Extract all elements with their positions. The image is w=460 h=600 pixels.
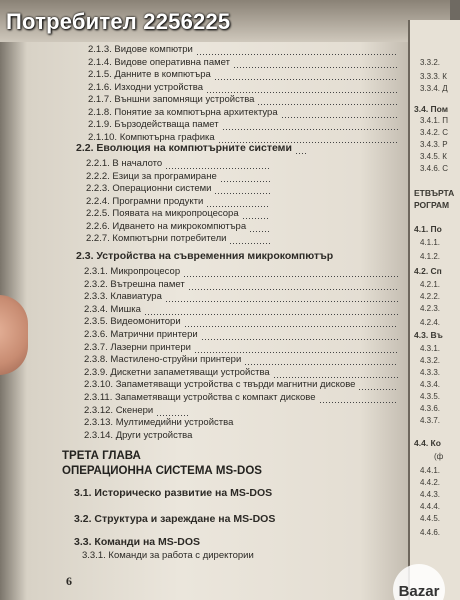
toc-item-text: 2.2.5. Появата на микропроцесора: [86, 208, 239, 219]
toc-section-3-2: [74, 513, 275, 525]
toc-item-text: 2.2.3. Операционни системи: [86, 183, 212, 194]
toc-item-text: 3.3.1. Команди за работа с директории: [82, 550, 254, 561]
right-page-line: 4.3.6.: [420, 404, 441, 413]
toc-item: [88, 94, 254, 105]
leader-line: [157, 415, 190, 416]
leader-line: [282, 117, 398, 118]
right-page-line: ЕТВЪРТА: [414, 188, 455, 198]
right-page-line: 4.4.5.: [420, 514, 441, 523]
right-page-line: 4.3.5.: [420, 392, 441, 401]
toc-item: [88, 119, 219, 130]
toc-item-text: 2.1.7. Външни запомнящи устройства: [88, 94, 255, 105]
right-page-line: 3.4.3. Р: [420, 140, 448, 149]
toc-item-text: 2.3.2. Вътрешна памет: [84, 278, 185, 290]
leader-line: [185, 326, 398, 327]
toc-item-text: 2.3.3. Клавиатура: [84, 291, 162, 303]
toc-item: [84, 405, 153, 416]
seller-overlay-text: Потребител 2256225: [6, 9, 231, 34]
right-page-line: 4.2.3.: [420, 304, 441, 313]
right-page-line: 4.1.1.: [420, 238, 441, 247]
toc-item: [84, 279, 185, 290]
leader-line: [234, 67, 398, 68]
toc-section-2-2: [76, 142, 292, 154]
toc-item-text: 2.3.11. Запаметяващи устройства с компакт дискове: [84, 392, 316, 403]
chapter-label-text: ТРЕТА ГЛАВА: [62, 450, 141, 462]
toc-item: [84, 304, 141, 315]
svg-text:Bazar: Bazar: [398, 583, 440, 600]
toc-item: [86, 171, 217, 182]
leader-line: [245, 364, 398, 365]
right-page-line: 3.4.6. С: [420, 164, 449, 173]
leader-line: [221, 181, 270, 182]
toc-item-text: 2.3.12. Скенери: [84, 404, 154, 416]
right-page-line: 4.1.2.: [420, 252, 441, 261]
right-page-line: 4.3.1.: [420, 344, 441, 353]
leader-line: [296, 153, 306, 154]
toc-section-3-1-text: 3.1. Историческо развитие на MS-DOS: [74, 487, 273, 499]
toc-item: [84, 379, 355, 390]
toc-section-3-3-text: 3.3. Команди на MS-DOS: [74, 536, 201, 548]
toc-item-text: 2.3.14. Други устройства: [84, 429, 193, 441]
leader-line: [223, 129, 398, 130]
toc-item: [86, 183, 211, 194]
toc-item: [86, 158, 162, 169]
leader-line: [230, 243, 270, 244]
leader-line: [166, 301, 398, 302]
leader-line: [184, 276, 398, 277]
toc-item: [86, 208, 239, 219]
toc-item: [84, 354, 241, 365]
right-page-line: 3.3.2.: [420, 58, 441, 67]
toc-item-text: 2.3.7. Лазерни принтери: [84, 341, 191, 353]
leader-line: [215, 193, 270, 194]
leader-line: [195, 352, 398, 353]
right-page-line: 4.3.3.: [420, 368, 441, 377]
toc-item-text: 2.3.13. Мултимедийни устройства: [84, 417, 234, 429]
right-page-line: 4.3.4.: [420, 380, 441, 389]
toc-item-text: 2.2.4. Програмни продукти: [86, 195, 204, 207]
right-page-line: 3.4.5. К: [420, 152, 447, 161]
toc-item-text: 2.1.5. Данните в компютъра: [88, 69, 211, 80]
right-page-line: 4.3.7.: [420, 416, 441, 425]
toc-item: [84, 291, 162, 302]
toc-item-text: 2.2.6. Идването на микрокомпютъра: [86, 220, 247, 232]
leader-line: [215, 79, 398, 80]
toc-item-text: 2.1.10. Компютърна графика: [88, 131, 215, 143]
toc-item: [84, 329, 198, 340]
right-page-line: 4.4.1.: [420, 466, 441, 475]
toc-item-text: 2.3.1. Микропроцесор: [84, 266, 181, 277]
toc-item: [84, 316, 181, 327]
leader-line: [166, 168, 270, 169]
right-page-line: 4.2. Сп: [414, 266, 442, 276]
toc-item: [88, 107, 278, 118]
right-page-line: 3.3.4. Д: [420, 84, 448, 93]
toc-item: [88, 132, 215, 143]
toc-item: [88, 69, 211, 80]
toc-item: [82, 550, 254, 561]
toc-item-text: 2.1.9. Бързодействаща памет: [88, 119, 219, 130]
toc-item: [88, 57, 230, 68]
chapter-label: [62, 450, 141, 462]
chapter-title: [62, 465, 262, 477]
toc-item-text: 2.3.5. Видеомонитори: [84, 316, 181, 328]
leader-line: [320, 402, 398, 403]
leader-line: [197, 54, 398, 55]
right-page-line: 4.3.2.: [420, 356, 441, 365]
right-page-line: 4.4.4.: [420, 502, 441, 511]
toc-item-text: 2.3.10. Запаметяващи устройства с твърди магнитни дискове: [84, 379, 356, 391]
right-page-line: 4.4.2.: [420, 478, 441, 487]
leader-line: [258, 104, 398, 105]
toc-item-text: 2.2.2. Езици за програмиране: [86, 170, 217, 182]
leader-line: [359, 389, 398, 390]
right-page-line: 4.2.1.: [420, 280, 441, 289]
leader-line: [207, 206, 270, 207]
right-page-line: 3.4. Пом: [414, 104, 449, 114]
right-page-line: 4.3. Въ: [414, 330, 443, 340]
leader-line: [207, 92, 398, 93]
chapter-title-text: ОПЕРАЦИОННА СИСТЕМА MS-DOS: [62, 465, 262, 477]
right-page-line: 4.2.4.: [420, 318, 441, 327]
toc-section-3-1: [74, 487, 272, 499]
right-page-line: 3.4.2. С: [420, 128, 449, 137]
toc-item-text: 2.1.6. Изходни устройства: [88, 81, 203, 93]
right-page-line: 4.4.3.: [420, 490, 441, 499]
right-page-line: 4.4.6.: [420, 528, 441, 537]
toc-item-text: 2.3.4. Мишка: [84, 303, 141, 315]
right-page-line: (ф: [434, 452, 444, 461]
toc-item-text: 2.3.8. Мастилено-струйни принтери: [84, 354, 242, 366]
toc-item: [86, 196, 203, 207]
toc-item-text: 2.3.6. Матрични принтери: [84, 329, 198, 340]
leader-line: [243, 218, 270, 219]
toc-section-3-3: [74, 536, 200, 548]
right-page-line: 3.4.1. П: [420, 116, 448, 125]
right-page-line: 4.4. Ко: [414, 438, 441, 448]
toc-item: [84, 342, 191, 353]
toc-item-text: 2.2.7. Компютърни потребители: [86, 233, 227, 244]
leader-line: [250, 231, 270, 232]
right-page-line: 4.1. По: [414, 224, 442, 234]
toc-item: [86, 233, 226, 244]
toc-item-text: 2.3.9. Дискетни запаметяващи устройства: [84, 366, 270, 378]
leader-line: [145, 314, 398, 315]
toc-item: [84, 367, 270, 378]
toc-section-3-2-text: 3.2. Структура и зареждане на MS-DOS: [74, 513, 276, 525]
right-page-line: 3.3.3. К: [420, 72, 447, 81]
toc-section-2-3: [76, 250, 333, 262]
toc-section-2-3-text: 2.3. Устройства на съвременния микрокомпютър: [76, 250, 334, 262]
finger: [0, 295, 28, 375]
leader-line: [274, 377, 398, 378]
toc-item-text: 2.1.8. Понятие за компютърна архитектура: [88, 106, 278, 118]
leader-line: [202, 339, 398, 340]
leader-line: [189, 289, 398, 290]
toc-item: [86, 221, 246, 232]
bazar-logo-icon: [388, 556, 450, 600]
toc-section-2-2-text: 2.2. Еволюция на компютърните системи: [76, 142, 292, 154]
toc-item-text: 2.1.4. Видове оперативна памет: [88, 56, 230, 68]
toc-item: [84, 417, 233, 428]
right-page-line: 4.2.2.: [420, 292, 441, 301]
page-number: 6: [66, 574, 72, 588]
toc-item: [84, 392, 316, 403]
right-page-line: РОГРАМ: [414, 200, 450, 210]
toc-item-text: 2.2.1. В началото: [86, 158, 163, 169]
toc-item: [84, 430, 192, 441]
toc-item-text: 2.1.3. Видове компютри: [88, 44, 193, 55]
toc-item: [88, 82, 203, 93]
toc-item: [84, 266, 180, 277]
toc-item: [88, 44, 193, 55]
